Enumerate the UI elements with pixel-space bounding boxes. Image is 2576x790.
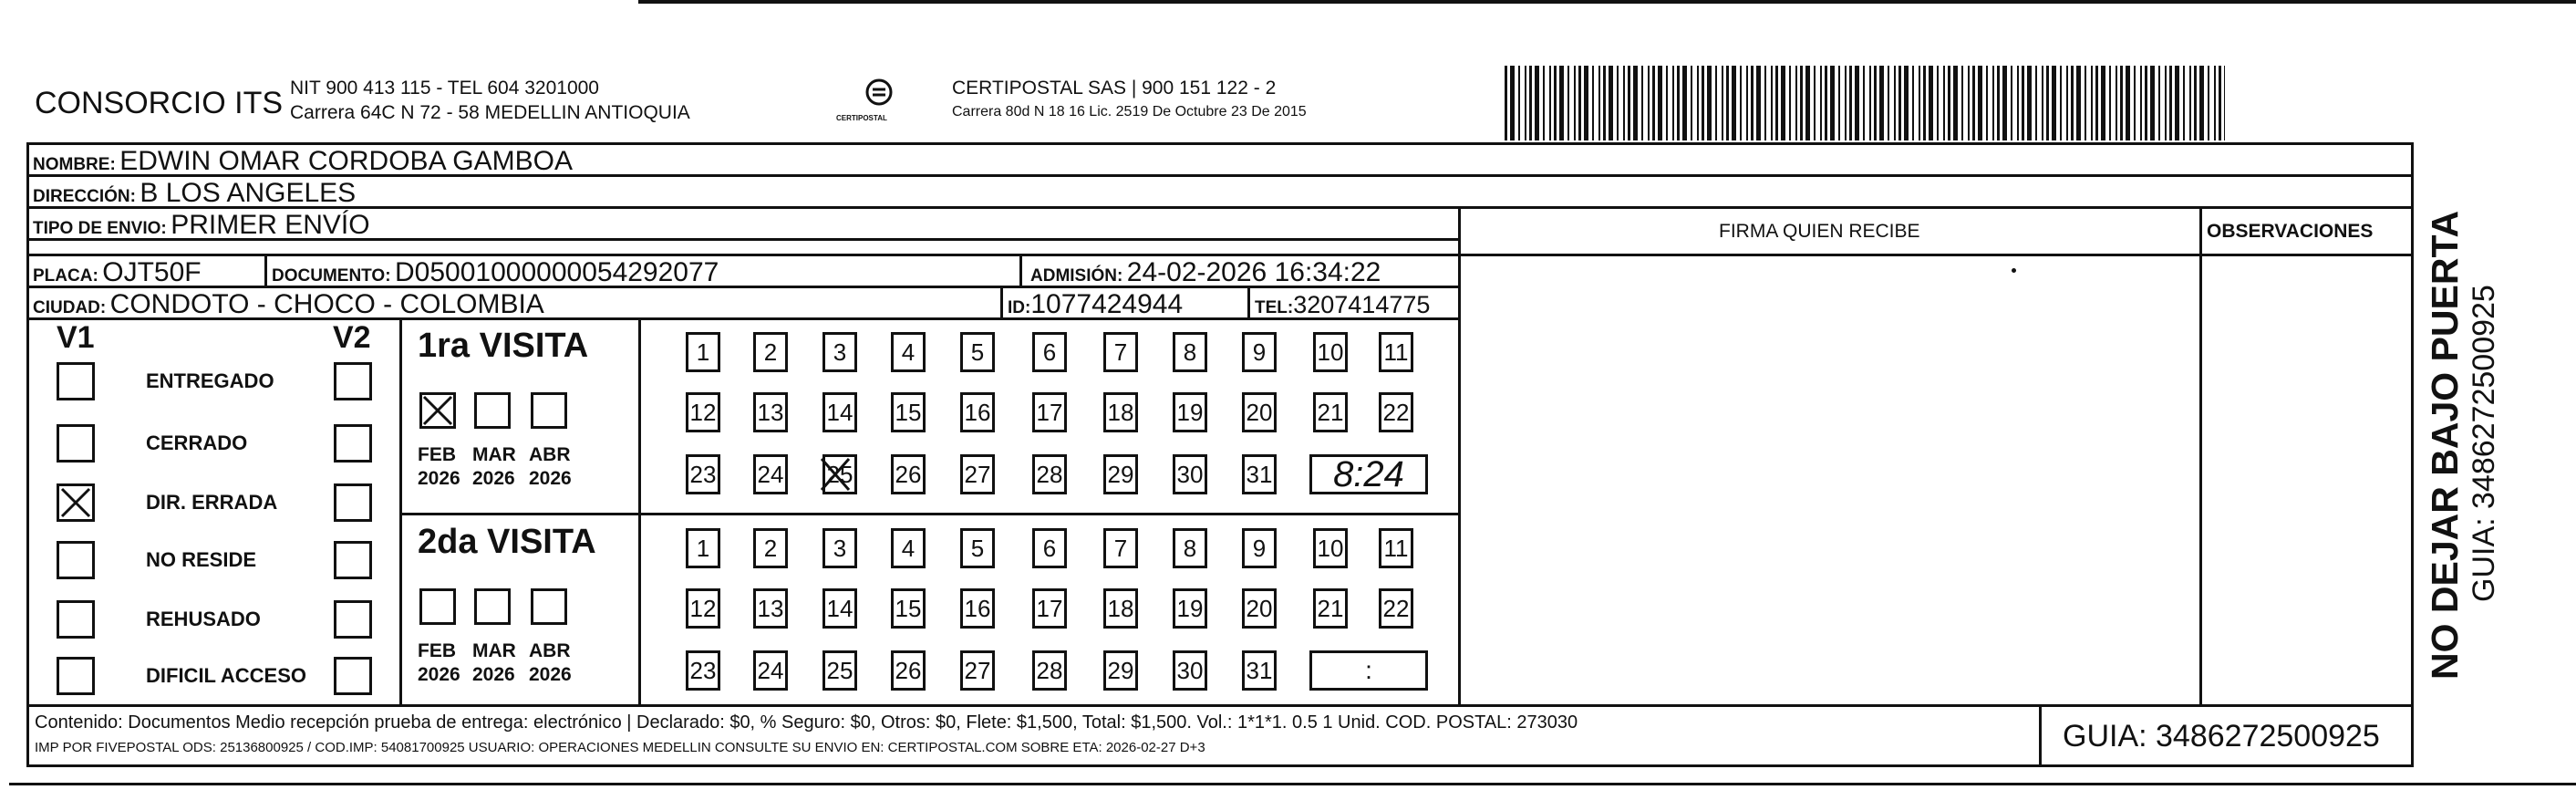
v2-checkbox[interactable] [334, 541, 372, 579]
day-box[interactable]: 14 [822, 588, 857, 629]
bottom-edge-line [9, 783, 2576, 785]
x-mark-icon [59, 486, 92, 519]
nombre-label: NOMBRE: [33, 155, 116, 174]
day-box[interactable]: 15 [891, 588, 926, 629]
day-box[interactable]: 2 [753, 528, 788, 568]
month-label: FEB [418, 640, 456, 661]
time-field[interactable]: : [1309, 650, 1428, 691]
logo-caption: CERTIPOSTAL [836, 114, 887, 122]
day-box[interactable]: 8 [1173, 528, 1207, 568]
day-box[interactable]: 3 [822, 528, 857, 568]
month-year-label: 2026 [418, 468, 460, 489]
day-box[interactable]: 3 [822, 332, 857, 372]
day-box[interactable]: 6 [1032, 528, 1067, 568]
day-box[interactable]: 6 [1032, 332, 1067, 372]
day-box[interactable]: 14 [822, 392, 857, 432]
day-box[interactable]: 5 [960, 528, 995, 568]
day-box[interactable]: 28 [1032, 650, 1067, 691]
day-box[interactable]: 31 [1242, 650, 1277, 691]
month-year-label: 2026 [472, 664, 515, 685]
certipostal-logo-icon [857, 77, 901, 115]
day-box[interactable]: 29 [1103, 650, 1138, 691]
day-box[interactable]: 13 [753, 588, 788, 629]
day-box[interactable]: 12 [686, 588, 720, 629]
month-checkbox[interactable] [531, 588, 567, 625]
observaciones-label: OBSERVACIONES [2207, 221, 2374, 242]
v1-checkbox[interactable] [57, 362, 95, 400]
col-divider [1019, 254, 1022, 286]
day-box[interactable]: 18 [1103, 392, 1138, 432]
day-box[interactable]: 25 [822, 454, 857, 494]
barcode [1505, 66, 2225, 140]
col-divider [1000, 286, 1003, 317]
month-year-label: 2026 [529, 664, 572, 685]
ciudad-value: CONDOTO - CHOCO - COLOMBIA [109, 289, 544, 319]
admision-label: ADMISIÓN: [1030, 266, 1123, 286]
month-checkbox[interactable] [419, 392, 456, 429]
col-divider [638, 317, 641, 704]
id-value: 1077424944 [1030, 289, 1184, 319]
x-mark-icon [820, 457, 851, 492]
day-box[interactable]: 27 [960, 650, 995, 691]
visit-divider [399, 513, 1458, 515]
day-box[interactable]: 27 [960, 454, 995, 494]
status-option-label: ENTREGADO [146, 369, 274, 392]
direccion-label: DIRECCIÓN: [33, 187, 136, 206]
day-box[interactable]: 4 [891, 332, 926, 372]
month-label: MAR [472, 640, 516, 661]
day-box[interactable]: 15 [891, 392, 926, 432]
side-warning: NO DEJAR BAJO PUERTA [2424, 210, 2466, 680]
day-box[interactable]: 1 [686, 332, 720, 372]
day-box[interactable]: 26 [891, 454, 926, 494]
day-box[interactable]: 8 [1173, 332, 1207, 372]
day-box[interactable]: 31 [1242, 454, 1277, 494]
col-divider [264, 254, 267, 286]
v1-checkbox[interactable] [57, 541, 95, 579]
ink-dot [2012, 268, 2016, 273]
day-box[interactable]: 12 [686, 392, 720, 432]
v1-checkbox[interactable] [57, 600, 95, 639]
tel-value: 3207414775 [1293, 291, 1431, 318]
side-guia: GUIA: 3486272500925 [2467, 285, 2501, 602]
month-label: ABR [529, 640, 571, 661]
row-divider [26, 254, 2414, 256]
v1-checkbox[interactable] [57, 483, 95, 522]
tipo-envio-value: PRIMER ENVÍO [171, 210, 370, 240]
day-box[interactable]: 7 [1103, 528, 1138, 568]
day-box[interactable]: 22 [1379, 588, 1413, 629]
day-box[interactable]: 24 [753, 454, 788, 494]
v2-checkbox[interactable] [334, 424, 372, 463]
day-box[interactable]: 13 [753, 392, 788, 432]
status-option-label: REHUSADO [146, 608, 261, 630]
month-year-label: 2026 [418, 664, 460, 685]
month-checkbox[interactable] [419, 588, 456, 625]
status-option-label: DIR. ERRADA [146, 491, 278, 514]
day-box[interactable]: 1 [686, 528, 720, 568]
x-mark-icon [422, 395, 453, 426]
day-box[interactable]: 29 [1103, 454, 1138, 494]
firma-label: FIRMA QUIEN RECIBE [1719, 221, 1920, 242]
day-box[interactable]: 21 [1313, 588, 1348, 629]
col-divider [2199, 206, 2202, 704]
day-box[interactable]: 17 [1032, 588, 1067, 629]
day-box[interactable]: 4 [891, 528, 926, 568]
day-box[interactable]: 19 [1173, 588, 1207, 629]
month-checkbox[interactable] [474, 392, 511, 429]
company-line-1: NIT 900 413 115 - TEL 604 3201000 [290, 78, 599, 99]
day-box[interactable]: 9 [1242, 528, 1277, 568]
month-label: ABR [529, 444, 571, 465]
company-name: CONSORCIO ITS [35, 86, 284, 120]
day-box[interactable]: 7 [1103, 332, 1138, 372]
day-box[interactable]: 9 [1242, 332, 1277, 372]
documento-value: D05001000000054292077 [395, 257, 719, 287]
month-year-label: 2026 [472, 468, 515, 489]
day-box[interactable]: 11 [1379, 332, 1413, 372]
day-box[interactable]: 5 [960, 332, 995, 372]
placa-label: PLACA: [33, 266, 98, 286]
footer-contenido: Contenido: Documentos Medio recepción prueba de entrega: electrónico | Declarado: $0, % Seguro: $0, Otros: $0, Flete: $1,500, Total: $1,500. Vol.: 1*1*1. 0.5 1 Unid. COD. POSTAL: 273030 [35, 712, 1578, 733]
visit-title: 1ra VISITA [418, 327, 589, 365]
admision-value: 24-02-2026 16:34:22 [1126, 257, 1381, 287]
v2-checkbox[interactable] [334, 483, 372, 522]
month-checkbox[interactable] [474, 588, 511, 625]
v2-checkbox[interactable] [334, 362, 372, 400]
top-edge-line [638, 0, 2576, 4]
v2-checkbox[interactable] [334, 657, 372, 695]
day-box[interactable]: 16 [960, 392, 995, 432]
day-box[interactable]: 16 [960, 588, 995, 629]
day-box[interactable]: 23 [686, 454, 720, 494]
v1-checkbox[interactable] [57, 424, 95, 463]
day-box[interactable]: 30 [1173, 650, 1207, 691]
day-box[interactable]: 10 [1313, 528, 1348, 568]
footer-divider [26, 704, 2414, 707]
day-box[interactable]: 25 [822, 650, 857, 691]
day-box[interactable]: 19 [1173, 392, 1207, 432]
nombre-value: EDWIN OMAR CORDOBA GAMBOA [119, 146, 573, 176]
day-box[interactable]: 28 [1032, 454, 1067, 494]
day-box[interactable]: 21 [1313, 392, 1348, 432]
status-option-label: NO RESIDE [146, 548, 257, 571]
col-divider [399, 317, 402, 704]
direccion-value: B LOS ANGELES [140, 178, 357, 208]
v1-label: V1 [57, 320, 95, 355]
day-box[interactable]: 10 [1313, 332, 1348, 372]
day-box[interactable]: 22 [1379, 392, 1413, 432]
company-line-2: Carrera 64C N 72 - 58 MEDELLIN ANTIOQUIA [290, 102, 690, 123]
row-divider [26, 206, 2414, 209]
status-option-label: CERRADO [146, 431, 248, 454]
v1-checkbox[interactable] [57, 657, 95, 695]
time-field[interactable]: 8:24 [1309, 454, 1428, 494]
month-year-label: 2026 [529, 468, 572, 489]
tel-label: TEL: [1255, 298, 1294, 317]
tipo-envio-label: TIPO DE ENVIO: [33, 219, 167, 238]
day-box[interactable]: 24 [753, 650, 788, 691]
ciudad-label: CIUDAD: [33, 298, 107, 317]
day-box[interactable]: 17 [1032, 392, 1067, 432]
footer-imp: IMP POR FIVEPOSTAL ODS: 25136800925 / COD.IMP: 54081700925 USUARIO: OPERACIONES MEDELLIN CONSULTE SU ENVIO EN: CERTIPOSTAL.COM SOBRE ETA: 2026-02-27 D+3 [35, 740, 1205, 755]
status-option-label: DIFICIL ACCESO [146, 664, 307, 687]
form-frame [26, 142, 2414, 767]
day-box[interactable]: 23 [686, 650, 720, 691]
col-divider [1458, 206, 1461, 704]
documento-label: DOCUMENTO: [272, 266, 391, 286]
v2-checkbox[interactable] [334, 600, 372, 639]
col-divider [2039, 704, 2042, 767]
day-box[interactable]: 18 [1103, 588, 1138, 629]
v2-label: V2 [333, 320, 371, 355]
carrier-line-2: Carrera 80d N 18 16 Lic. 2519 De Octubre 23 De 2015 [952, 104, 1307, 120]
day-box[interactable]: 20 [1242, 392, 1277, 432]
month-checkbox[interactable] [531, 392, 567, 429]
visit-title: 2da VISITA [418, 523, 596, 561]
col-divider [1247, 286, 1250, 317]
day-box[interactable]: 30 [1173, 454, 1207, 494]
footer-guia: GUIA: 3486272500925 [2063, 719, 2380, 754]
day-box[interactable]: 2 [753, 332, 788, 372]
placa-value: OJT50F [102, 257, 202, 287]
carrier-line-1: CERTIPOSTAL SAS | 900 151 122 - 2 [952, 78, 1277, 99]
day-box[interactable]: 26 [891, 650, 926, 691]
day-box[interactable]: 11 [1379, 528, 1413, 568]
month-label: FEB [418, 444, 456, 465]
month-label: MAR [472, 444, 516, 465]
id-label: ID: [1008, 298, 1031, 317]
day-box[interactable]: 20 [1242, 588, 1277, 629]
